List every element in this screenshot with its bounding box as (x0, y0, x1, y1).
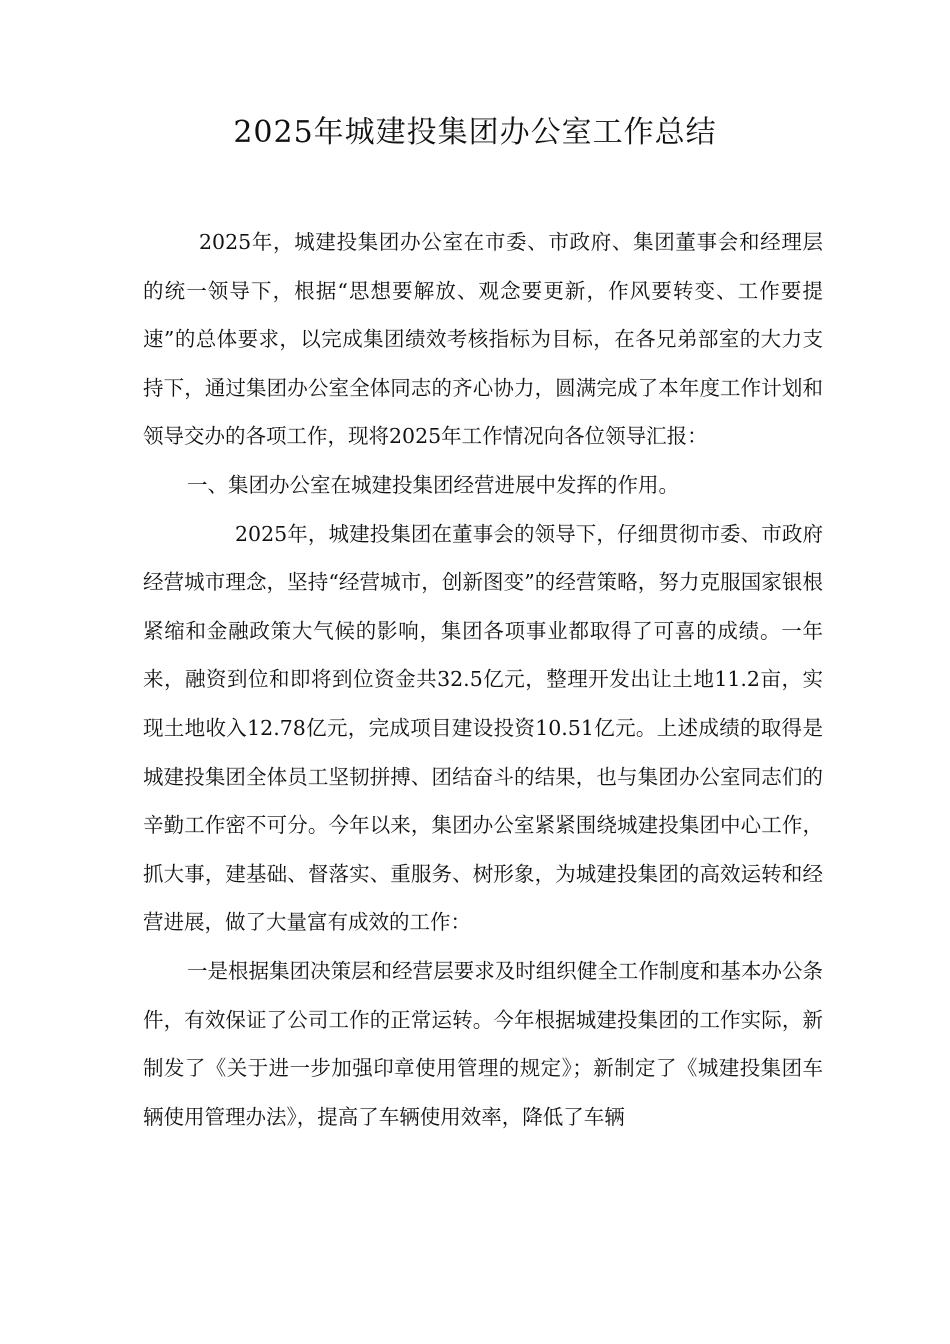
intro-paragraph: 2025年，城建投集团办公室在市委、市政府、集团董事会和经理层的统一领导下，根据“思想要解放、观念要更新，作风要转变、工作要提速”的总体要求，以完成集团绩效考核指标为目标，在各兄弟部室的大力支持下，通过集团办公室全体同志的齐心协力，圆满完成了本年度工作计划和领导交办的各项工作，现将2025年工作情况向各位领导汇报： (143, 230, 823, 449)
document-body (143, 218, 823, 1141)
section-heading-1: 一、集团办公室在城建投集团经营进展中发挥的作用。 (187, 472, 679, 497)
section-1-paragraph: 2025年，城建投集团在董事会的领导下，仔细贯彻市委、市政府经营城市理念，坚持“经营城市，创新图变”的经营策略，努力克服国家银根紧缩和金融政策大气候的影响，集团各项事业都取得了可喜的成绩。一年来，融资到位和即将到位资金共32.5亿元，整理开发出让土地11.2亩，实现土地收入12.78亿元，完成项目建设投资10.51亿元。上述成绩的取得是城建投集团全体员工坚韧拼搏、团结奋斗的结果，也与集团办公室同志们的辛勤工作密不可分。今年以来，集团办公室紧紧围绕城建投集团中心工作，抓大事，建基础、督落实、重服务、树形象，为城建投集团的高效运转和经营进展，做了大量富有成效的工作： (143, 521, 823, 935)
document-title: 2025年城建投集团办公室工作总结 (233, 115, 717, 150)
item-one-paragraph: 一是根据集团决策层和经营层要求及时组织健全工作制度和基本办公条件，有效保证了公司工作的正常运转。今年根据城建投集团的工作实际，新制发了《关于进一步加强印章使用管理的规定》；新制定了《城建投集团车辆使用管理办法》，提高了车辆使用效率，降低了车辆 (143, 958, 823, 1129)
